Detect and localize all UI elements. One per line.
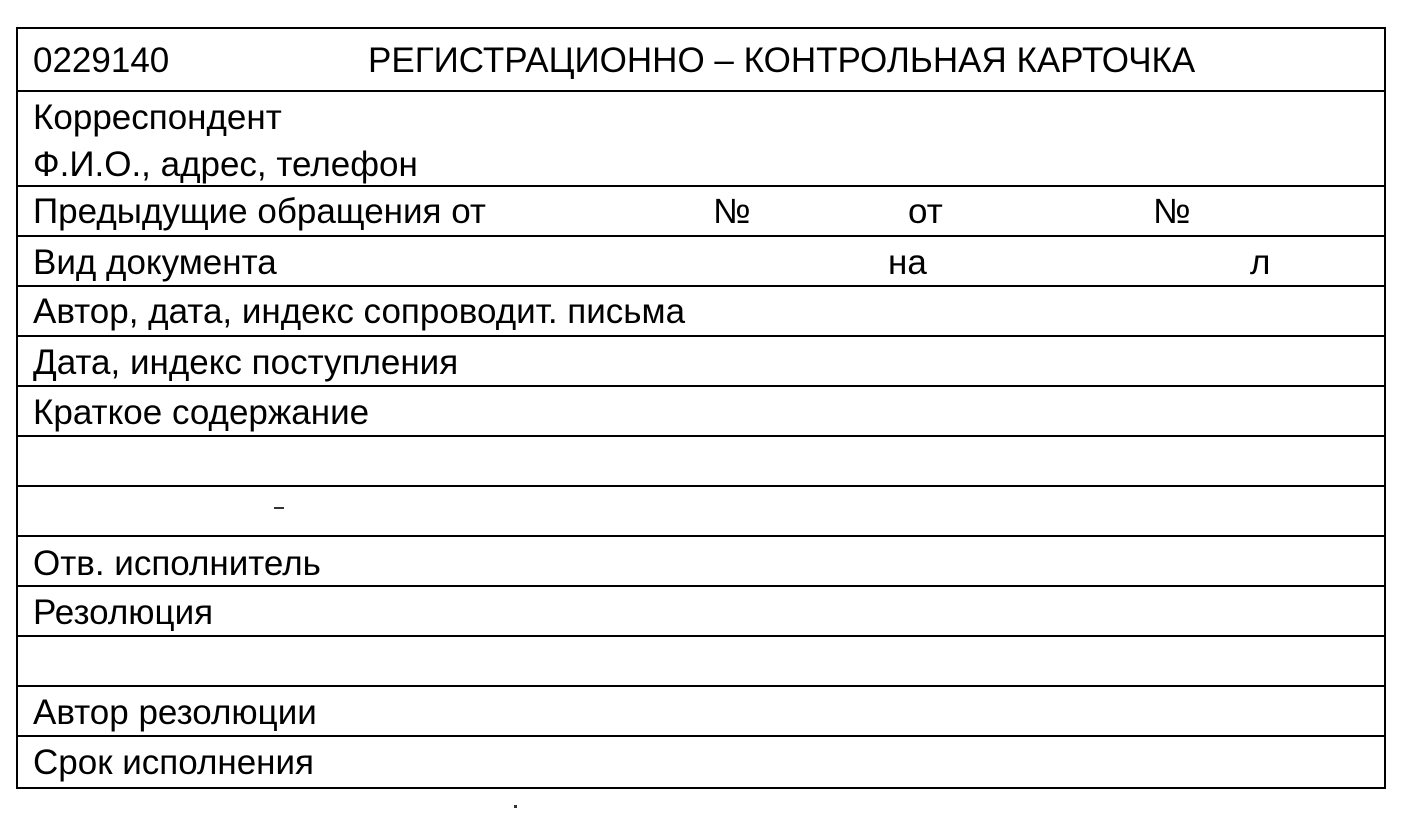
previous-from-label: от bbox=[908, 192, 943, 231]
blank-row-1 bbox=[18, 437, 1384, 487]
correspondent-details-label: Ф.И.О., адрес, телефон bbox=[33, 145, 418, 184]
deadline-row bbox=[18, 737, 1384, 787]
document-type-label: Вид документа bbox=[33, 243, 277, 282]
document-on-label: на bbox=[888, 243, 927, 282]
document-type-row bbox=[18, 237, 1384, 287]
scan-speck-bottom bbox=[514, 805, 517, 808]
correspondent-row bbox=[18, 92, 1384, 187]
resolution-author-row bbox=[18, 687, 1384, 737]
correspondent-label: Корреспондент bbox=[33, 98, 282, 137]
registration-card bbox=[16, 27, 1386, 789]
resolution-label: Резолюция bbox=[33, 593, 214, 632]
summary-label: Краткое содержание bbox=[33, 393, 370, 432]
cover-letter-label: Автор, дата, индекс сопроводит. письма bbox=[33, 292, 686, 331]
executor-label: Отв. исполнитель bbox=[33, 544, 321, 583]
document-sheets-label: л bbox=[1250, 243, 1271, 282]
blank-row-2 bbox=[18, 487, 1384, 537]
receipt-label: Дата, индекс поступления bbox=[33, 343, 459, 382]
previous-requests-row bbox=[18, 187, 1384, 237]
receipt-row bbox=[18, 337, 1384, 387]
scan-speck bbox=[274, 507, 284, 509]
cover-letter-row bbox=[18, 287, 1384, 337]
previous-number-label-1: № bbox=[713, 192, 751, 231]
executor-row bbox=[18, 537, 1384, 587]
resolution-row bbox=[18, 587, 1384, 637]
card-header-row bbox=[18, 29, 1384, 92]
deadline-label: Срок исполнения bbox=[33, 743, 314, 782]
previous-number-label-2: № bbox=[1153, 192, 1191, 231]
card-title: РЕГИСТРАЦИОННО – КОНТРОЛЬНАЯ КАРТОЧКА bbox=[368, 41, 1196, 80]
blank-row-3 bbox=[18, 637, 1384, 687]
previous-requests-label: Предыдущие обращения от bbox=[33, 192, 486, 231]
card-number: 0229140 bbox=[33, 41, 170, 80]
resolution-author-label: Автор резолюции bbox=[33, 693, 317, 732]
summary-row bbox=[18, 387, 1384, 437]
